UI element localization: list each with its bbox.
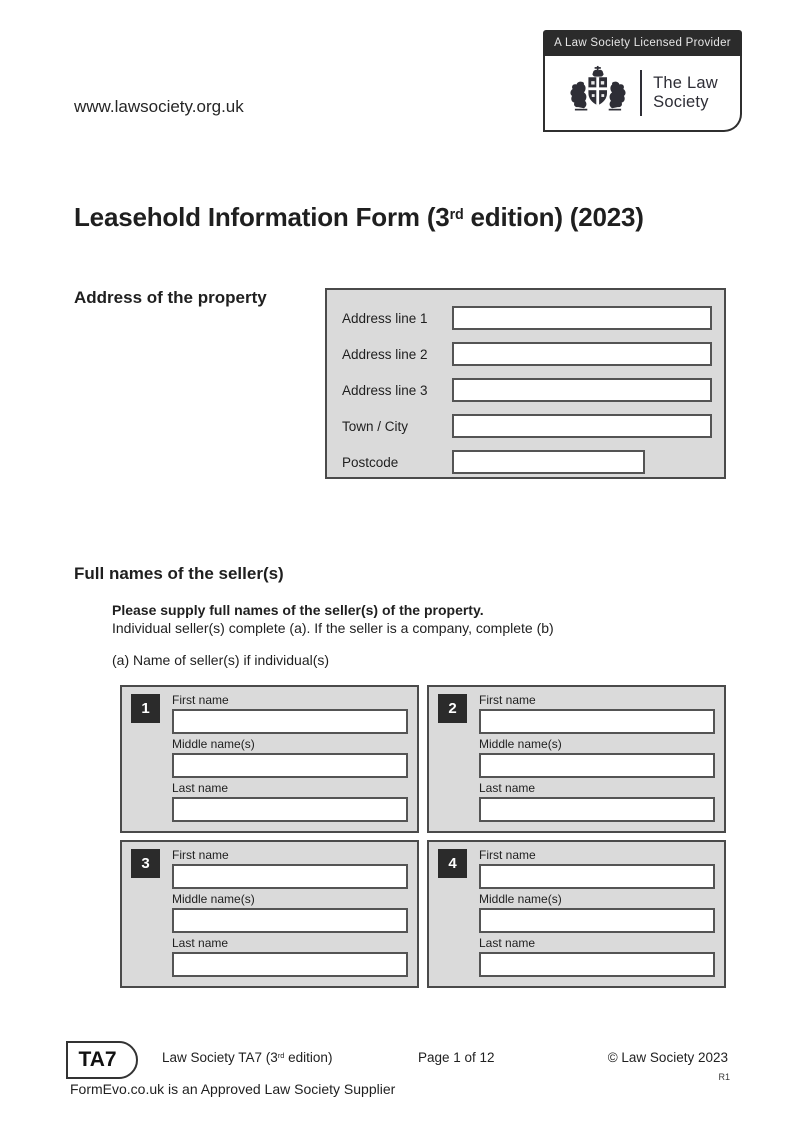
address-line-2-input[interactable] (452, 342, 712, 366)
law-society-logo (543, 30, 742, 132)
seller-grid (120, 685, 726, 988)
seller-3-middle-name-input[interactable] (172, 908, 408, 933)
address-line-3-label: Address line 3 (342, 382, 428, 398)
revision-label: R1 (718, 1072, 730, 1082)
address-line-2-label: Address line 2 (342, 346, 428, 362)
address-line-3-row (342, 378, 712, 402)
postcode-row (342, 450, 712, 474)
address-line-1-input[interactable] (452, 306, 712, 330)
seller-3-first-name-label: First name (172, 848, 229, 862)
seller-3-first-name-input[interactable] (172, 864, 408, 889)
seller-4-number-badge: 4 (438, 849, 467, 878)
logo-wordmark-line2: Society (653, 93, 709, 111)
copyright-notice: © Law Society 2023 (607, 1050, 728, 1065)
seller-4-middle-name-input[interactable] (479, 908, 715, 933)
website-url: www.lawsociety.org.uk (74, 97, 244, 116)
seller-2-number-badge: 2 (438, 694, 467, 723)
seller-2-first-name-input[interactable] (479, 709, 715, 734)
seller-2-middle-name-label: Middle name(s) (479, 737, 562, 751)
seller-box-2 (427, 685, 726, 833)
postcode-label: Postcode (342, 454, 399, 470)
seller-3-number-badge: 3 (131, 849, 160, 878)
seller-3-last-name-label: Last name (172, 936, 229, 950)
part-a-label: (a) Name of seller(s) if individual(s) (112, 652, 330, 668)
footer-form-reference-rest: edition) (284, 1050, 333, 1065)
seller-box-3 (120, 840, 419, 988)
logo-divider (640, 70, 642, 116)
seller-1-first-name-label: First name (172, 693, 229, 707)
seller-4-last-name-input[interactable] (479, 952, 715, 977)
supplier-note: FormEvo.co.uk is an Approved Law Society Supplier (70, 1081, 396, 1097)
seller-4-first-name-label: First name (479, 848, 536, 862)
address-line-2-row (342, 342, 712, 366)
sellers-section-heading: Full names of the seller(s) (74, 564, 284, 583)
form-code-badge: TA7 (66, 1041, 138, 1079)
licensed-provider-banner: A Law Society Licensed Provider (543, 30, 742, 56)
footer-form-reference-text: Law Society TA7 (3 (162, 1050, 278, 1065)
page-number: Page 1 of 12 (418, 1050, 495, 1065)
law-society-crest-icon (567, 64, 629, 122)
seller-1-last-name-label: Last name (172, 781, 229, 795)
seller-1-number-badge: 1 (131, 694, 160, 723)
address-line-1-label: Address line 1 (342, 310, 428, 326)
seller-1-middle-name-label: Middle name(s) (172, 737, 255, 751)
seller-1-last-name-input[interactable] (172, 797, 408, 822)
address-panel (325, 288, 726, 479)
town-city-input[interactable] (452, 414, 712, 438)
sellers-instruction-bold: Please supply full names of the seller(s) of the property. (112, 602, 484, 618)
address-line-1-row (342, 306, 712, 330)
page-title-rest: edition) (2023) (463, 202, 644, 232)
seller-2-middle-name-input[interactable] (479, 753, 715, 778)
seller-2-last-name-input[interactable] (479, 797, 715, 822)
footer-form-reference-superscript: rd (277, 1051, 285, 1061)
postcode-input[interactable] (452, 450, 645, 474)
seller-4-first-name-input[interactable] (479, 864, 715, 889)
address-section-heading: Address of the property (74, 288, 267, 307)
seller-2-last-name-label: Last name (479, 781, 536, 795)
logo-wordmark (653, 74, 718, 113)
seller-3-middle-name-label: Middle name(s) (172, 892, 255, 906)
footer-form-reference (162, 1050, 332, 1065)
town-city-row (342, 414, 712, 438)
seller-1-first-name-input[interactable] (172, 709, 408, 734)
seller-1-middle-name-input[interactable] (172, 753, 408, 778)
seller-box-1 (120, 685, 419, 833)
page-title-text: Leasehold Information Form (3 (74, 202, 450, 232)
sellers-instruction-detail: Individual seller(s) complete (a). If the seller is a company, complete (b) (112, 620, 554, 636)
page-title (74, 202, 644, 233)
page-title-superscript: rd (449, 206, 464, 223)
seller-3-last-name-input[interactable] (172, 952, 408, 977)
logo-wordmark-line1: The Law (653, 73, 718, 92)
address-line-3-input[interactable] (452, 378, 712, 402)
seller-2-first-name-label: First name (479, 693, 536, 707)
law-society-logo-body (543, 56, 742, 132)
seller-4-middle-name-label: Middle name(s) (479, 892, 562, 906)
seller-4-last-name-label: Last name (479, 936, 536, 950)
seller-box-4 (427, 840, 726, 988)
town-city-label: Town / City (342, 418, 409, 434)
